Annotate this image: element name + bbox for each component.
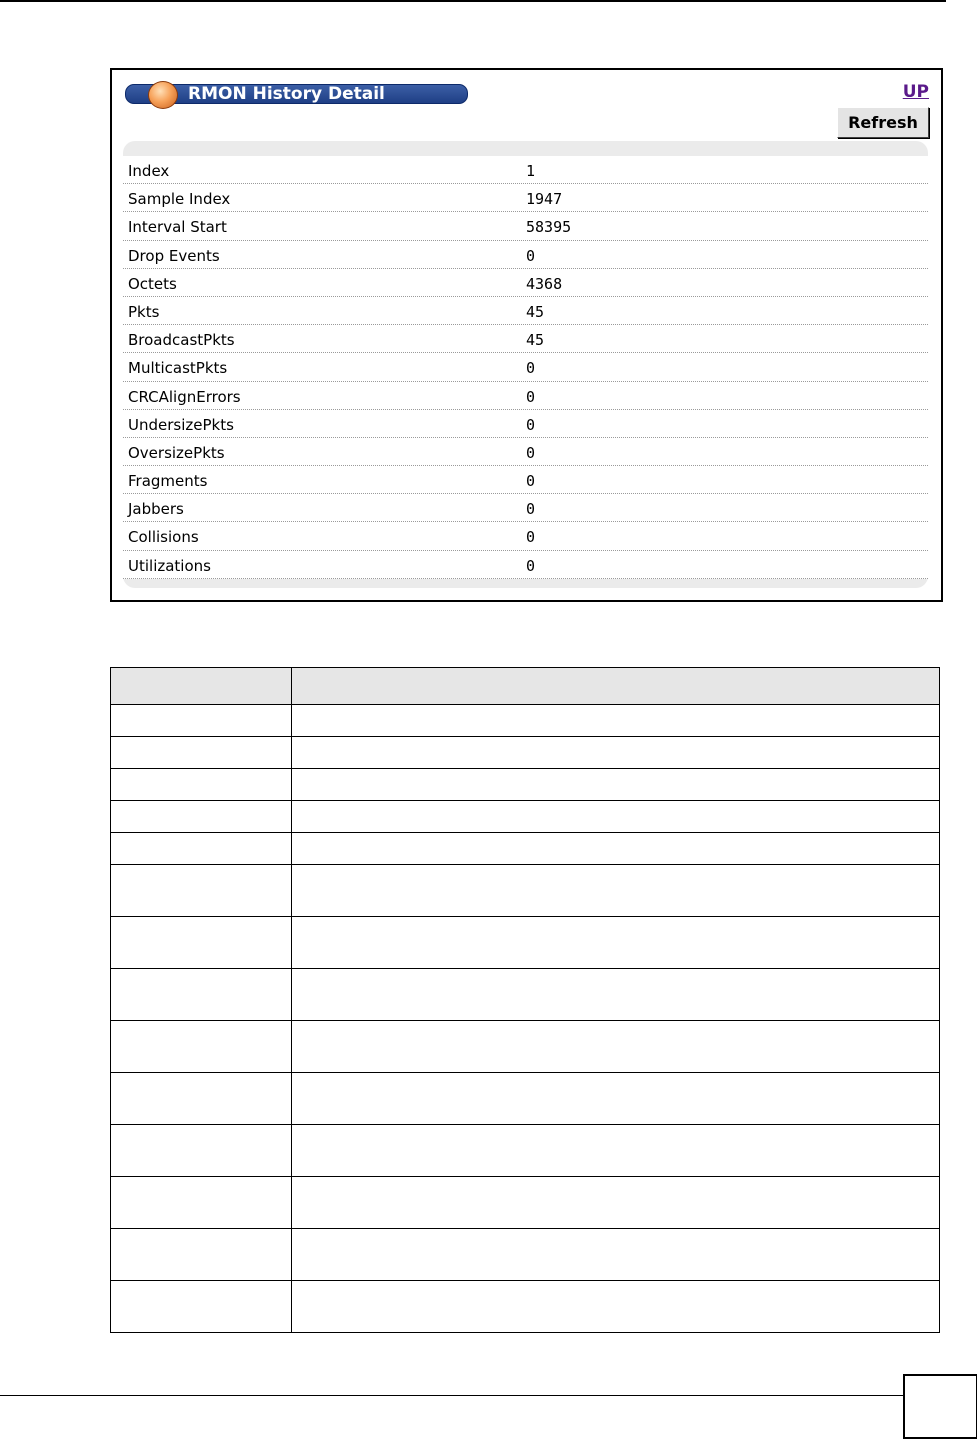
table-cell (111, 865, 292, 917)
table-cell (292, 917, 940, 969)
detail-label: Drop Events (128, 246, 220, 265)
top-rule (0, 0, 946, 2)
title-bar (125, 84, 468, 104)
detail-value: 1 (526, 162, 536, 180)
detail-value: 0 (526, 359, 536, 378)
table-row (111, 917, 940, 969)
table-row (111, 705, 940, 737)
detail-row-oversize-pkts (123, 438, 928, 466)
table-cell (292, 1177, 940, 1229)
detail-value: 4368 (526, 274, 563, 293)
table-row (111, 769, 940, 801)
detail-label: Jabbers (128, 500, 184, 519)
rmon-history-detail-screen (110, 68, 943, 602)
up-link[interactable]: UP (902, 82, 929, 102)
detail-value: 0 (526, 500, 536, 519)
table-cell (292, 737, 940, 769)
table-row (111, 833, 940, 865)
table-cell (111, 769, 292, 801)
detail-label: Interval Start (128, 218, 227, 237)
table-cell (111, 1177, 292, 1229)
table-cell (292, 865, 940, 917)
detail-row-interval-start (123, 212, 928, 240)
detail-value: 1947 (526, 190, 563, 209)
detail-row-collisions (123, 522, 928, 550)
detail-value: 45 (526, 302, 545, 321)
detail-value: 0 (526, 472, 536, 491)
detail-label: UndersizePkts (128, 415, 234, 434)
table-cell (292, 801, 940, 833)
table-row (111, 1281, 940, 1333)
table-row (111, 1125, 940, 1177)
table-header-row (111, 668, 940, 705)
detail-panel (123, 141, 928, 588)
orb-icon (148, 81, 178, 109)
detail-label: Collisions (128, 528, 199, 547)
table-row (111, 1177, 940, 1229)
detail-row-multicast-pkts (123, 353, 928, 381)
footer-rule (0, 1395, 903, 1396)
detail-label: Pkts (128, 302, 160, 321)
table-cell (111, 737, 292, 769)
table-cell (111, 705, 292, 737)
detail-label: Fragments (128, 472, 208, 491)
detail-value: 0 (526, 443, 536, 462)
detail-row-sample-index (123, 184, 928, 212)
detail-value: 0 (526, 246, 536, 265)
detail-label: CRCAlignErrors (128, 387, 241, 406)
detail-label: MulticastPkts (128, 359, 228, 378)
table-row (111, 1073, 940, 1125)
table-cell (111, 1073, 292, 1125)
table-cell (292, 705, 940, 737)
table-row (111, 801, 940, 833)
table-cell (292, 1073, 940, 1125)
table-cell (111, 1021, 292, 1073)
table-cell (292, 769, 940, 801)
table-cell (111, 1125, 292, 1177)
page-title: RMON History Detail (188, 84, 385, 104)
table-cell (111, 917, 292, 969)
table-cell (111, 833, 292, 865)
description-table (110, 667, 940, 1333)
table-cell (292, 969, 940, 1021)
table-row (111, 969, 940, 1021)
refresh-button[interactable]: Refresh (837, 107, 929, 138)
detail-label: Index (128, 162, 170, 180)
table-cell (111, 801, 292, 833)
detail-row-index (123, 156, 928, 184)
detail-value: 45 (526, 331, 545, 350)
detail-value: 0 (526, 556, 536, 575)
detail-row-pkts (123, 297, 928, 325)
table-cell (292, 1125, 940, 1177)
table-cell (292, 1229, 940, 1281)
table-cell (292, 833, 940, 865)
detail-value: 0 (526, 387, 536, 406)
detail-label: Utilizations (128, 556, 211, 575)
table-row (111, 737, 940, 769)
table-cell (292, 1021, 940, 1073)
table-row (111, 1021, 940, 1073)
table-cell (111, 1281, 292, 1333)
detail-row-fragments (123, 466, 928, 494)
detail-label: BroadcastPkts (128, 331, 235, 350)
table-cell (111, 1229, 292, 1281)
detail-label: Sample Index (128, 190, 231, 209)
page-number-box (903, 1374, 977, 1439)
table-row (111, 865, 940, 917)
detail-row-drop-events (123, 241, 928, 269)
table-cell (292, 1281, 940, 1333)
detail-row-broadcast-pkts (123, 325, 928, 353)
table-row (111, 1229, 940, 1281)
detail-value: 0 (526, 415, 536, 434)
detail-row-jabbers (123, 494, 928, 522)
detail-value: 0 (526, 528, 536, 547)
detail-row-utilizations (123, 551, 928, 579)
detail-row-undersize-pkts (123, 410, 928, 438)
detail-value: 58395 (526, 218, 572, 237)
detail-list (123, 156, 928, 579)
table-cell (111, 969, 292, 1021)
detail-row-octets (123, 269, 928, 297)
detail-label: Octets (128, 274, 177, 293)
detail-label: OversizePkts (128, 443, 225, 462)
table-header-cell (111, 668, 292, 705)
detail-row-crc-align-errors (123, 382, 928, 410)
table-header-cell (292, 668, 940, 705)
